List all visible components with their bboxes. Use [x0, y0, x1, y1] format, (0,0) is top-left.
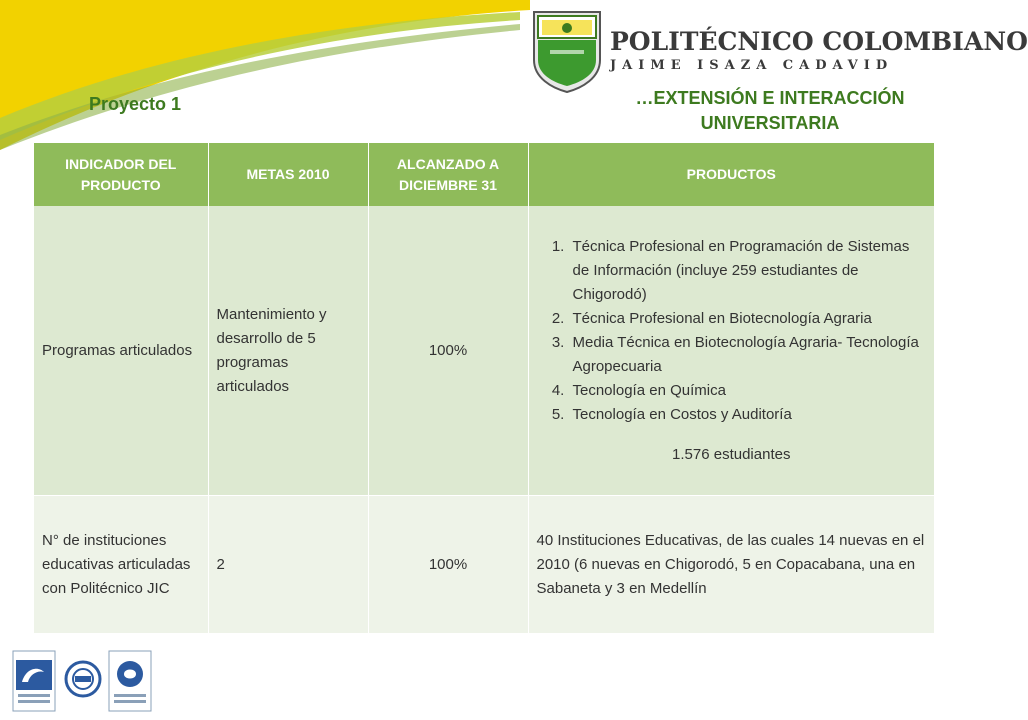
header-products: PRODUCTOS — [528, 143, 934, 206]
goal-cell: Mantenimiento y desarrollo de 5 programas articulados — [208, 206, 368, 496]
products-cell: 40 Instituciones Educativas, de las cuales 14 nuevas en el 2010 (6 nuevas en Chigorodó, 5 en Copacabana, una en Sabaneta y 3 en Medellín — [528, 496, 934, 634]
table-header-row — [34, 143, 934, 206]
table-row — [34, 206, 934, 496]
icontec-seal-icon — [108, 650, 152, 712]
goal-cell: 2 — [208, 496, 368, 634]
section-title: …EXTENSIÓN E INTERACCIÓN UNIVERSITARIA — [635, 88, 905, 133]
project-label: Proyecto 1 — [89, 94, 182, 114]
indicators-table — [34, 143, 934, 633]
list-item: 5. Tecnología en Costos y Auditoría — [569, 403, 927, 427]
list-item: 4. Tecnología en Química — [569, 379, 927, 403]
brand-name: POLITÉCNICO COLOMBIANO — [610, 27, 1028, 56]
achieved-cell: 100% — [368, 206, 528, 496]
table-row — [34, 496, 934, 634]
list-item: 2. Técnica Profesional en Biotecnología Agraria — [569, 307, 927, 331]
brand-subtitle: JAIME ISAZA CADAVID — [610, 58, 894, 73]
shield-logo-icon — [530, 8, 604, 94]
list-item: 3. Media Técnica en Biotecnología Agraria- Tecnología Agropecuaria — [569, 331, 927, 379]
certification-seal-icon — [12, 650, 56, 712]
header-achieved: ALCANZADO A DICIEMBRE 31 — [368, 143, 528, 206]
brand-block — [610, 27, 1028, 74]
indicator-cell: Programas articulados — [34, 206, 208, 496]
indicator-cell: N° de instituciones educativas articuladas con Politécnico JIC — [34, 496, 208, 634]
iqnet-seal-icon — [64, 660, 102, 698]
list-item: 1. Técnica Profesional en Programación de Sistemas de Información (incluye 259 estudiantes de Chigorodó) — [569, 235, 927, 307]
header-goals: METAS 2010 — [208, 143, 368, 206]
achieved-cell: 100% — [368, 496, 528, 634]
products-list — [537, 235, 927, 427]
header-indicator: INDICADOR DEL PRODUCTO — [34, 143, 208, 206]
products-total: 1.576 estudiantes — [672, 445, 791, 463]
products-cell — [528, 206, 934, 496]
